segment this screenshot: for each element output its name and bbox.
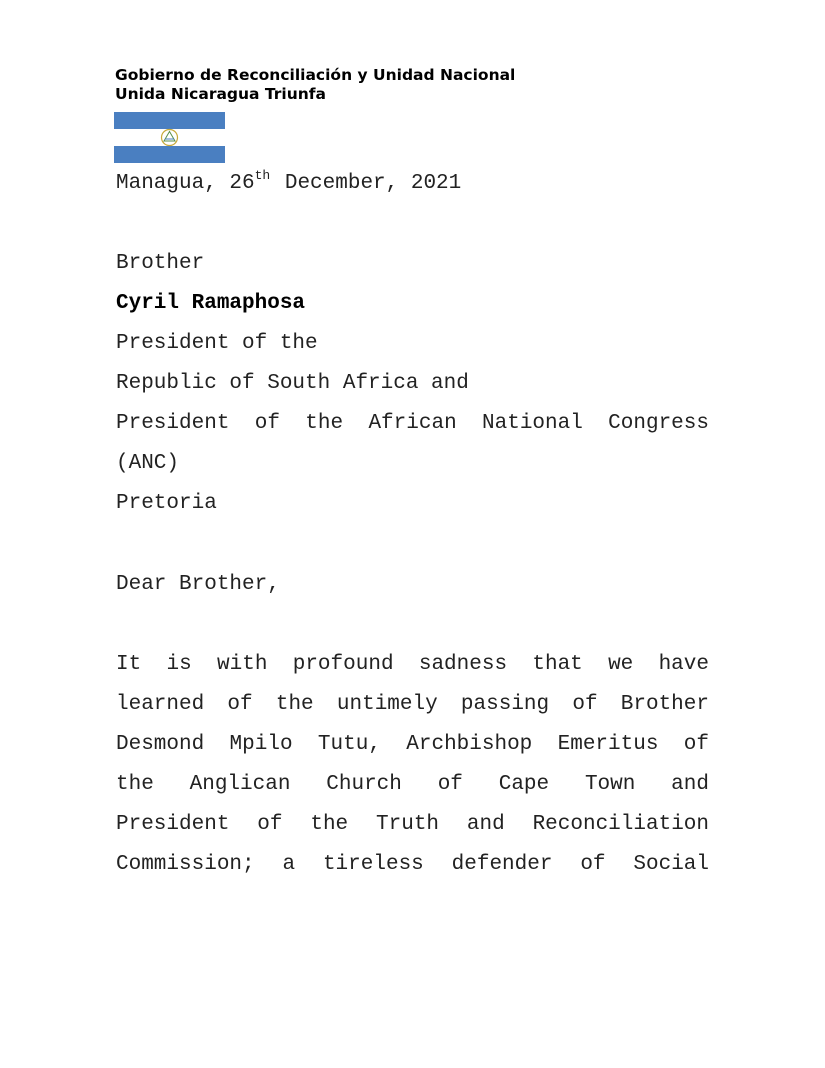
recipient-name: Cyril Ramaphosa [116,292,306,315]
letterhead-slogan: Unida Nicaragua Triunfa [115,85,327,103]
recipient-title-2: Republic of South Africa and [116,372,469,395]
body-line: Desmond Mpilo Tutu, Archbishop Emeritus of [116,733,709,756]
letter-greeting: Dear Brother, [116,573,280,596]
letterhead [115,66,515,104]
body-line: Commission; a tireless defender of Social [116,853,709,876]
body-line: learned of the untimely passing of Brother [116,693,709,716]
recipient-title-4: (ANC) [116,452,180,475]
body-line: It is with profound sadness that we have [116,653,709,676]
recipient-city: Pretoria [116,492,217,515]
recipient-title-1: President of the [116,332,318,355]
date-ordinal: th [254,168,271,183]
recipient-title-3: President of the African National Congress [116,412,709,435]
body-line: President of the Truth and Reconciliation [116,813,709,836]
recipient-salutation: Brother [116,252,205,275]
body-line: the Anglican Church of Cape Town and [116,773,709,796]
nicaragua-flag-icon [114,112,225,163]
letter-date [116,168,462,195]
date-suffix: December, 2021 [272,172,462,195]
letterhead-government: Gobierno de Reconciliación y Unidad Nacional [115,66,516,84]
date-prefix: Managua, 26 [116,172,255,195]
